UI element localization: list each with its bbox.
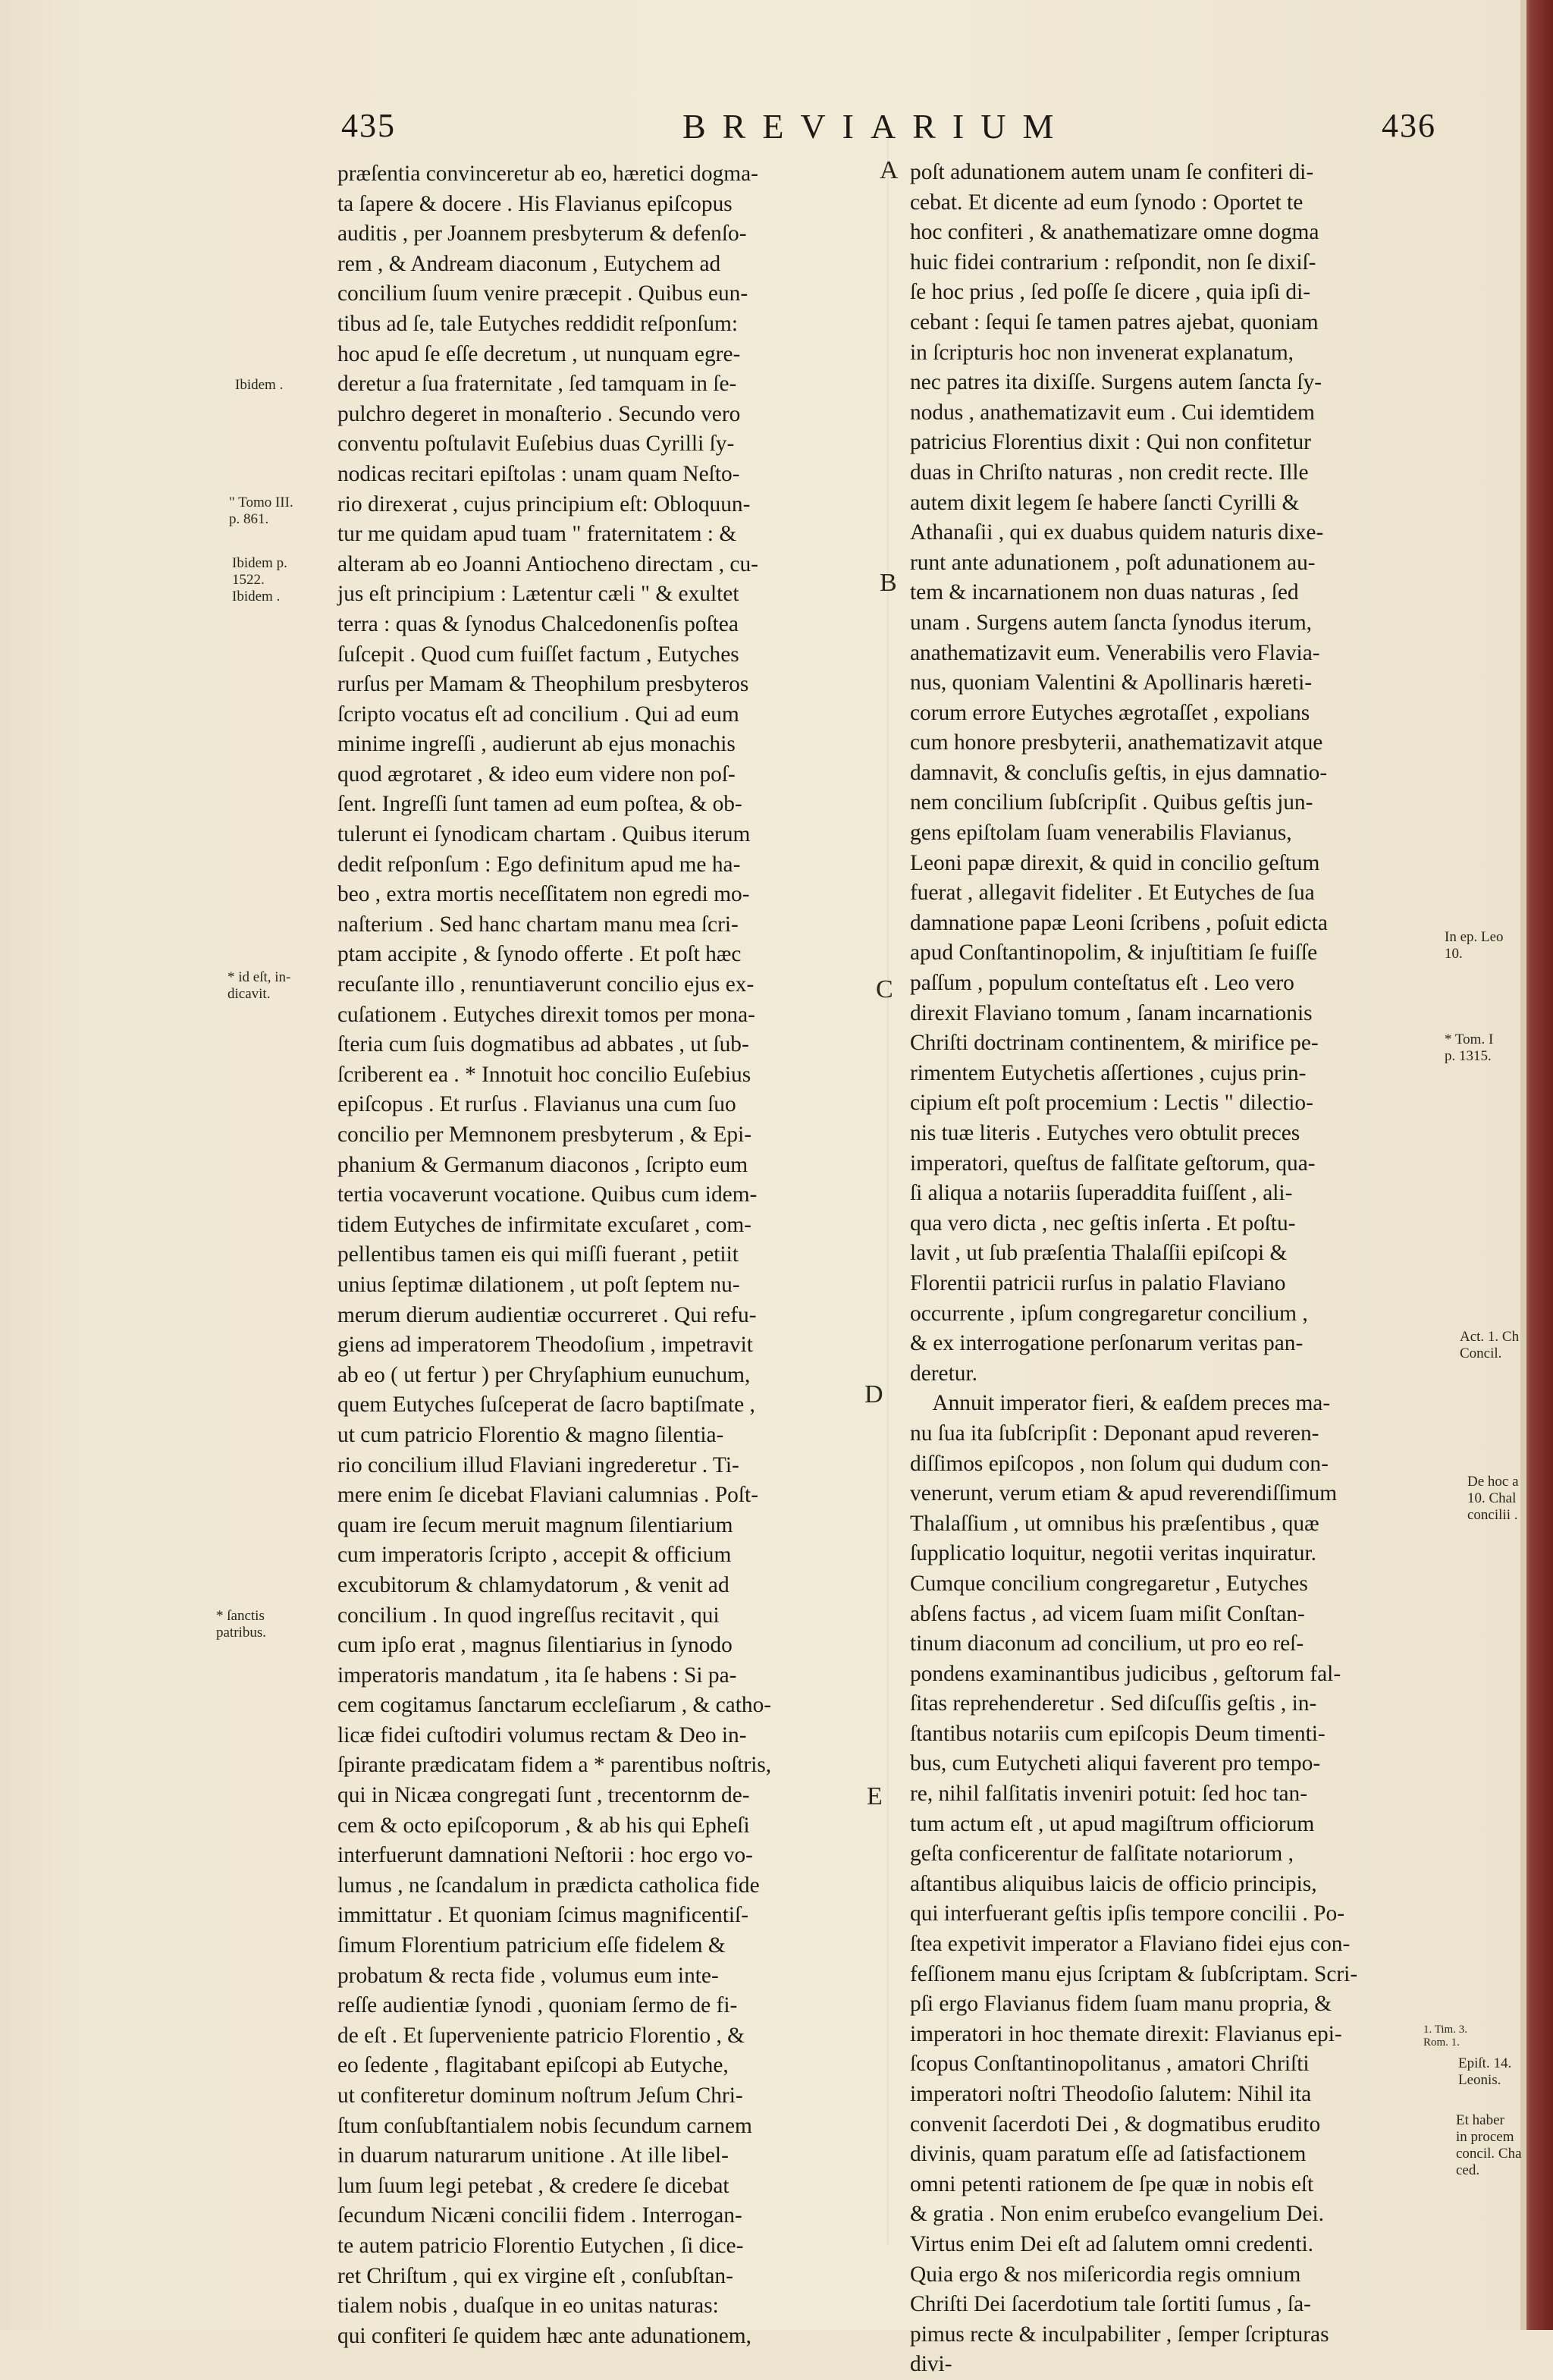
page-edge — [1520, 0, 1526, 2330]
page-number-left: 435 — [341, 107, 396, 144]
margin-note-tomo: " Tomo III. p. 861. — [229, 495, 293, 527]
section-mark-e: E — [867, 1782, 883, 1810]
margin-note-et-habet: Et haber in procem concil. Cha ced. — [1456, 2112, 1522, 2178]
running-title: BREVIARIUM — [682, 107, 1071, 146]
margin-note-in-ep: In ep. Leo 10. — [1445, 929, 1504, 962]
margin-note-tom: * Tom. I p. 1315. — [1445, 1031, 1494, 1064]
margin-note-de-hoc: De hoc a 10. Chal concilii . — [1467, 1474, 1519, 1523]
margin-note-id-est: * id eſt, in- dicavit. — [227, 969, 291, 1002]
text-column-left: præſentia convinceretur ab eo, hæretici dogma- ta ſapere & docere . His Flavianus epiſcopus auditis , per Joannem presbyterum & defenſo- rem , & Andream diaconum , Eutychem ad concilium ſuum venire præcepit . Quibus eun- tibus ad ſe, tale Eutyches reddidit reſponſum: hoc apud ſe eſſe decretum , ut nunquam egre- deretur a ſua fraternitate , ſed tamquam in ſe- pulchro degeret in monaſterio . Secundo vero conventu poſtulavit Euſebius duas Cyrilli ſy- nodicas recitari epiſtolas : unam quam Neſto- rio direxerat , cujus principium eſt: Obloquun- tur me quidam apud tuam " fraternitatem : & alteram ab eo Joanni Antiocheno directam , cu- jus eſt principium : Lætentur cæli " & exultet terra : quas & ſynodus Chalcedonenſis poſtea ſuſcepit . Quod cum fuiſſet factum , Eutyches rurſus per Mamam & Theophilum presbyteros ſcripto vocatus eſt ad concilium . Qui ad eum minime ingreſſi , audierunt ab ejus monachis quod ægrotaret , & ideo eum videre non poſ- ſent. Ingreſſi ſunt tamen ad eum poſtea, & ob- tulerunt ei ſynodicam chartam . Quibus iterum dedit reſponſum : Ego definitum apud me ha- beo , extra mortis neceſſitatem non egredi mo- naſterium . Sed hanc chartam manu mea ſcri- ptam accipite , & ſynodo offerte . Et poſt hæc recuſante illo , renuntiaverunt concilio ejus ex- cuſationem . Eutyches direxit tomos per mona- ſteria cum ſuis dogmatibus ad abbates , ut ſub- ſcriberent ea . * Innotuit hoc concilio Euſebius epiſcopus . Et rurſus . Flavianus una cum ſuo concilio per Memnonem presbyterum , & Epi- phanium & Germanum diaconos , ſcripto eum tertia vocaverunt vocatione. Quibus cum idem- tidem Eutyches de infirmitate excuſaret , com- pellentibus tamen eis qui miſſi fuerant , petiit unius ſeptimæ dilationem , ut poſt ſeptem nu- merum dierum audientiæ occurreret . Qui refu- giens ad imperatorem Theodoſium , impetravit ab eo ( ut fertur ) per Chryſaphium eunuchum, quem Eutyches ſuſceperat de ſacro baptiſmate , ut cum patricio Florentio & magno ſilentia- rio concilium illud Flaviani ingrederetur . Ti- mere enim ſe dicebat Flaviani calumnias . Poſt- quam ire ſecum meruit magnum ſilentiarium cum imperatoris ſcripto , accepit & officium excubitorum & chlamydatorum , & venit ad concilium . In quod ingreſſus recitavit , qui cum ipſo erat , magnus ſilentiarius in ſynodo imperatoris mandatum , ita ſe habens : Si pa- cem cogitamus ſanctarum eccleſiarum , & catho- licæ fidei cuſtodiri volumus rectam & Deo in- ſpirante prædicatam fidem a * parentibus noſtris, qui in Nicæa congregati ſunt , trecentornm de- cem & octo epiſcoporum , & ab his qui Epheſi interfuerunt damnationi Neſtorii : hoc ergo vo- lumus , ne ſcandalum in prædicta catholica fide immittatur . Et quoniam ſcimus magnificentiſ- ſimum Florentium patricium eſſe fidelem & probatum & recta fide , volumus eum inte- reſſe audientiæ ſynodi , quoniam ſermo de fi- de eſt . Et ſuperveniente patricio Florentio , & eo ſedente , flagitabant epiſcopi ab Eutyche, ut confiteretur dominum noſtrum Jeſum Chri- ſtum conſubſtantialem nobis ſecundum carnem in duarum naturarum unitione . At ille libel- lum ſuum legi petebat , & credere ſe dicebat ſecundum Nicæni concilii fidem . Interrogan- te autem patricio Florentio Eutychen , ſi dice- ret Chriſtum , qui ex virgine eſt , conſubſtan- tialem nobis , duaſque in eo unitas naturas: qui confiteri ſe quidem hæc ante adunationem, — [337, 162, 772, 2348]
text-column-right: poſt adunationem autem unam ſe confiteri di- cebat. Et dicente ad eum ſynodo : Oportet te hoc confiteri , & anathematizare omne dogma huic fidei contrarium : reſpondit, non ſe dixiſ- ſe hoc prius , ſed poſſe ſe dicere , quia ipſi di- cebant : ſequi ſe tamen patres ajebat, quoniam in ſcripturis hoc non invenerat explanatum, nec patres ita dixiſſe. Surgens autem ſancta ſy- nodus , anathematizavit eum . Cui idemtidem patricius Florentius dixit : Qui non confitetur duas in Chriſto naturas , non credit recte. Ille autem dixit legem ſe habere ſancti Cyrilli & Athanaſii , qui ex duabus quidem naturis dixe- runt ante adunationem , poſt adunationem au- tem & incarnationem non duas naturas , ſed unam . Surgens autem ſancta ſynodus iterum, anathematizavit eum. Venerabilis vero Flavia- nus, quoniam Valentini & Apollinaris hæreti- corum errore Eutyches ægrotaſſet , expolians cum honore presbyterii, anathematizavit atque damnavit, & concluſis geſtis, in ejus damnatio- nem concilium ſubſcripſit . Quibus geſtis jun- gens epiſtolam ſuam venerabilis Flavianus, Leoni papæ direxit, & quid in concilio geſtum fuerat , allegavit fideliter . Et Eutyches de ſua damnatione papæ Leoni ſcribens , poſuit edicta apud Conſtantinopolim, & injuſtitiam ſe fuiſſe paſſum , populum conteſtatus eſt . Leo vero direxit Flaviano tomum , ſanam incarnationis Chriſti doctrinam continentem, & mirifice pe- rimentem Eutychetis aſſertiones , cujus prin- cipium eſt poſt procemium : Lectis " dilectio- nis tuæ literis . Eutyches vero obtulit preces imperatori, queſtus de falſitate geſtorum, qua- ſi aliqua a notariis ſuperaddita fuiſſent , ali- qua vero dicta , nec geſtis inſerta . Et poſtu- lavit , ut ſub præſentia Thalaſſii epiſcopi & Florentii patricii rurſus in palatio Flaviano occurrente , ipſum congregaretur concilium , & ex interrogatione perſonarum veritas pan- deretur. Annuit imperator fieri, & eaſdem preces ma- nu ſua ita ſubſcripſit : Deponant apud reveren- diſſimos epiſcopos , non ſolum qui dudum con- venerunt, verum etiam & apud reverendiſſimum Thalaſſium , ut omnibus his præſentibus , quæ ſupplicatio loquitur, negotii veritas inquiratur. Cumque concilium congregaretur , Eutyches abſens factus , ad vicem ſuam miſit Conſtan- tinum diaconum ad concilium, ut pro eo reſ- pondens examinantibus judicibus , geſtorum fal- ſitas reprehenderetur . Sed diſcuſſis geſtis , in- ſtantibus notariis cum epiſcopis Deum timenti- bus, cum Eutycheti aliqui faverent pro tempo- re, nihil falſitatis inveniri potuit: ſed hoc tan- tum actum eſt , ut apud magiſtrum officiorum geſta conficerentur de falſitate notariorum , aſtantibus aliquibus laicis de officio principis, qui interfuerant geſtis ipſis tempore concilii . Po- ſtea expetivit imperator a Flaviano fidei ejus con- feſſionem manu ejus ſcriptam & ſubſcriptam. Scri- pſi ergo Flavianus fidem ſuam manu propria, & imperatori in hoc themate direxit: Flavianus epi- ſcopus Conſtantinopolitanus , amatori Chriſti imperatori noſtri Theodoſio ſalutem: Nihil ita convenit ſacerdoti Dei , & dogmatibus erudito divinis, quam paratum eſſe ad ſatisfactionem omni petenti rationem de ſpe quæ in nobis eſt & gratia . Non enim erubeſco evangelium Dei. Virtus enim Dei eſt ad ſalutem omni credenti. Quia ergo & nos miſericordia regis omnium Chriſti Dei ſacerdotium tale ſortiti ſumus , ſa- pimus recte & inculpabiliter , ſemper ſcripturas divi- — [910, 160, 1358, 2377]
margin-note-scripture: 1. Tim. 3. Rom. 1. — [1423, 2024, 1467, 2049]
margin-note-act: Act. 1. Ch Concil. — [1460, 1329, 1520, 1361]
margin-note-ibidem-pages: Ibidem p. 1522. Ibidem . — [232, 555, 287, 604]
section-mark-c: C — [876, 975, 893, 1003]
section-mark-b: B — [880, 569, 897, 597]
section-mark-a: A — [880, 156, 899, 184]
margin-note-sanctis: * ſanctis patribus. — [216, 1608, 266, 1641]
column-gutter — [887, 137, 889, 2245]
section-mark-d: D — [864, 1380, 883, 1408]
margin-note-epist: Epiſt. 14. Leonis. — [1458, 2055, 1512, 2088]
page-number-right: 436 — [1382, 107, 1436, 144]
margin-note-ibidem: Ibidem . — [235, 377, 284, 393]
